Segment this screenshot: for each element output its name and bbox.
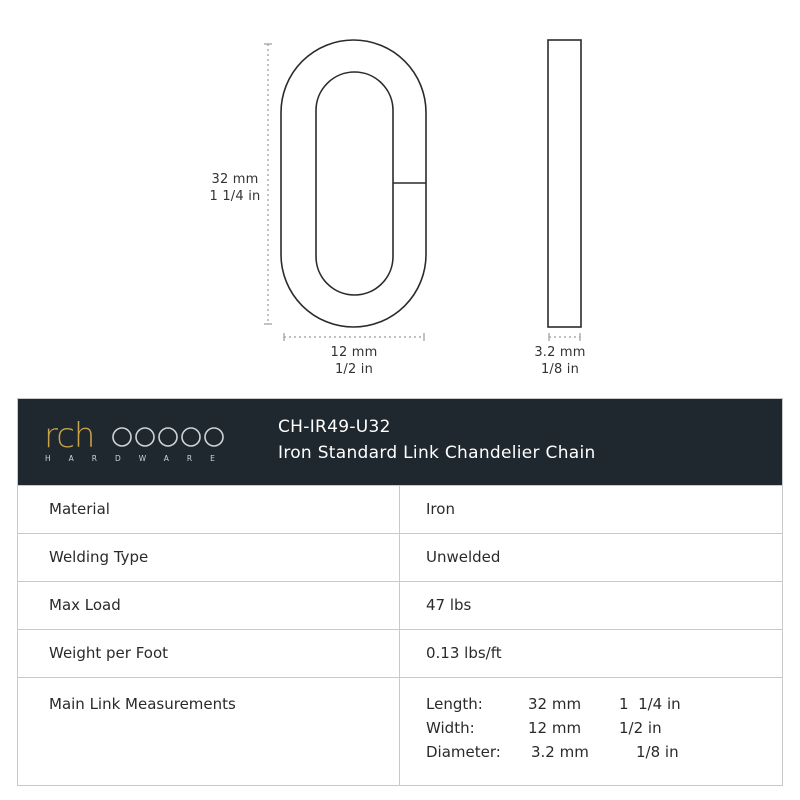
link-side-profile xyxy=(548,40,581,327)
length-mm: 32 mm xyxy=(528,695,582,713)
spec-label: Weight per Foot xyxy=(49,644,169,662)
length-in: 1 1/4 in xyxy=(619,695,681,713)
width-mm: 12 mm xyxy=(330,345,378,360)
diameter-mm: 3.2 mm xyxy=(534,345,586,360)
logo-text: rch xyxy=(44,416,95,456)
logo-subtext: HARDWARE xyxy=(45,454,233,463)
diameter-name: Diameter: xyxy=(426,743,501,761)
spec-label: Material xyxy=(49,500,110,518)
diameter-mm-value: 3.2 mm xyxy=(531,743,589,761)
table-row-measurements xyxy=(18,677,782,785)
measurements-label: Main Link Measurements xyxy=(49,695,236,713)
product-sku: CH-IR49-U32 xyxy=(278,417,391,437)
length-name: Length: xyxy=(426,695,483,713)
width-in: 1/2 in xyxy=(334,362,374,377)
height-in: 1 1/4 in xyxy=(209,189,261,204)
table-row xyxy=(18,485,782,533)
brand-logo xyxy=(44,415,244,471)
link-dimension-drawing xyxy=(0,0,800,395)
table-row xyxy=(18,581,782,629)
diameter-in: 1/8 in xyxy=(540,362,580,377)
table-row xyxy=(18,629,782,677)
spec-value: Unwelded xyxy=(426,548,501,566)
spec-value: Iron xyxy=(426,500,455,518)
spec-label: Max Load xyxy=(49,596,121,614)
spec-value: 0.13 lbs/ft xyxy=(426,644,502,662)
link-inner-outline xyxy=(316,72,393,295)
column-divider xyxy=(399,485,400,786)
width-mm-value: 12 mm xyxy=(528,719,582,737)
spec-value: 47 lbs xyxy=(426,596,472,614)
width-in-value: 1/2 in xyxy=(619,719,662,737)
height-mm: 32 mm xyxy=(211,172,259,187)
height-label xyxy=(200,171,270,205)
table-row xyxy=(18,533,782,581)
spec-table xyxy=(17,398,783,786)
width-label xyxy=(314,344,394,378)
width-name: Width: xyxy=(426,719,475,737)
table-header xyxy=(18,399,782,485)
spec-label: Welding Type xyxy=(49,548,149,566)
diameter-in-value: 1/8 in xyxy=(636,743,679,761)
diameter-label xyxy=(524,344,596,378)
product-name: Iron Standard Link Chandelier Chain xyxy=(278,443,596,463)
